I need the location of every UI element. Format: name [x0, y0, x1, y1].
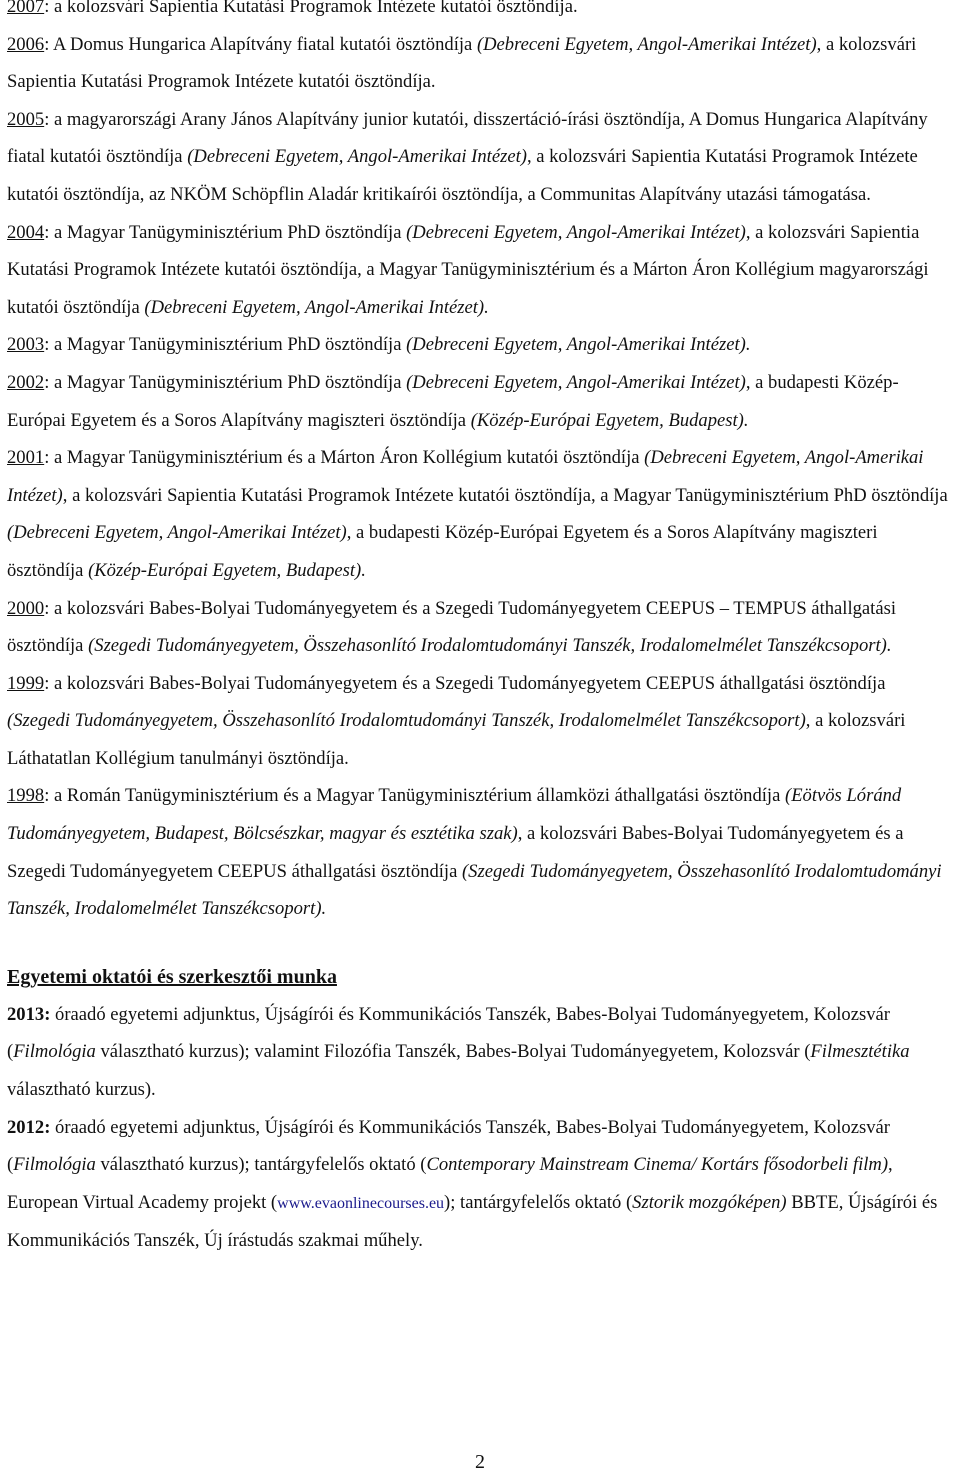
- entry-text: , a kolozsvári Sapientia Kutatási Programok Intézete kutatói ösztöndíja.: [7, 33, 917, 93]
- entry-italic-text: (Szegedi Tudományegyetem, Összehasonlító Irodalomtudományi Tanszék, Irodalomelmélet Tanszékcsoport).: [88, 635, 892, 657]
- entry-year: 2004: [7, 221, 45, 243]
- entry-italic-text: (Debreceni Egyetem, Angol-Amerikai Intézet): [187, 146, 527, 168]
- entry-text: a kolozsvári Babes-Bolyai Tudományegyetem és a Szegedi Tudományegyetem CEEPUS – TEMPUS áthallgatási ösztöndíja: [7, 597, 896, 657]
- course-link[interactable]: www.evaonlinecourses.eu: [277, 1194, 445, 1212]
- entry-text: a kolozsvári Babes-Bolyai Tudományegyetem és a Szegedi Tudományegyetem CEEPUS áthallgatási ösztöndíja: [54, 672, 886, 694]
- grant-entry: 2001: a Magyar Tanügyminisztérium és a Márton Áron Kollégium kutatói ösztöndíja (Debreceni Egyetem, Angol-Amerikai Intézet), a kolozsvári Sapientia Kutatási Programok Intézete kutatói ösztöndíja, a Magyar Tanügyminisztérium PhD ösztöndíja (Debreceni Egyetem, Angol-Amerikai Intézet), a budapesti Közép-Európai Egyetem és a Soros Alapítvány magiszteri ösztöndíja (Közép-Európai Egyetem, Budapest).: [7, 447, 948, 581]
- grant-entry: 1998: a Román Tanügyminisztérium és a Magyar Tanügyminisztérium államközi áthallgatási ösztöndíja (Eötvös Lóránd Tudományegyetem, Budapest, Bölcsészkar, magyar és esztétika szak), a kolozsvári Babes-Bolyai Tudományegyetem és a Szegedi Tudományegyetem CEEPUS áthallgatási ösztöndíja (Szegedi Tudományegyetem, Összehasonlító Irodalomtudományi Tanszék, Irodalomelmélet Tanszékcsoport).: [7, 785, 942, 920]
- grant-entry: 2004: a Magyar Tanügyminisztérium PhD ösztöndíja (Debreceni Egyetem, Angol-Amerikai Intézet), a kolozsvári Sapientia Kutatási Programok Intézete kutatói ösztöndíja, a Magyar Tanügyminisztérium és a Márton Áron Kollégium magyarországi kutatói ösztöndíja (Debreceni Egyetem, Angol-Amerikai Intézet).: [7, 221, 929, 318]
- entry-year: 1999: [7, 672, 45, 694]
- grant-entry: 2000: a kolozsvári Babes-Bolyai Tudományegyetem és a Szegedi Tudományegyetem CEEPUS – TEMPUS áthallgatási ösztöndíja (Szegedi Tudományegyetem, Összehasonlító Irodalomtudományi Tanszék, Irodalomelmélet Tanszékcsoport).: [7, 597, 896, 657]
- grant-entry: 2005: a magyarországi Arany János Alapítvány junior kutatói, disszertáció-írási ösztöndíja, A Domus Hungarica Alapítvány fiatal kutatói ösztöndíja (Debreceni Egyetem, Angol-Amerikai Intézet), a kolozsvári Sapientia Kutatási Programok Intézete kutatói ösztöndíja, az NKÖM Schöpflin Aladár kritikaírói ösztöndíja, a Communitas Alapítvány utazási támogatása.: [7, 108, 928, 205]
- entry-italic-text: (Debreceni Egyetem, Angol-Amerikai Intézet).: [144, 296, 489, 318]
- entry-italic-text: (Debreceni Egyetem, Angol-Amerikai Intézet): [476, 33, 817, 55]
- entry-text: , a kolozsvári Sapientia Kutatási Programok Intézete kutatói ösztöndíja, a Magyar Tanügyminisztérium PhD ösztöndíja: [62, 484, 948, 506]
- entry-year: 2003: [7, 334, 45, 356]
- entry-text: választható kurzus); valamint Filozófia Tanszék, Babes-Bolyai Tudományegyetem, Kolozsvár (: [95, 1041, 811, 1063]
- entry-italic-text: Sztorik mozgóképen): [632, 1191, 787, 1213]
- entry-text: óraadó egyetemi adjunktus, Újságírói és Kommunikációs Tanszék, Babes-Bolyai Tudományegyetem, Kolozsvár (: [7, 1116, 890, 1176]
- entry-italic-text: (Debreceni Egyetem, Angol-Amerikai Intézet): [7, 522, 347, 544]
- entry-text: A Domus Hungarica Alapítvány fiatal kutatói ösztöndíja: [52, 33, 477, 55]
- entry-text: BBTE, Újságírói és Kommunikációs Tanszék, Új írástudás szakmai műhely.: [7, 1191, 938, 1252]
- entry-text: választható kurzus); tantárgyfelelős oktató (: [95, 1154, 427, 1176]
- entry-italic-text: (Eötvös Lóránd Tudományegyetem, Budapest, Bölcsészkar, magyar és esztétika szak): [7, 785, 902, 845]
- entry-year: 2013:: [7, 1003, 51, 1025]
- entry-italic-text: Contemporary Mainstream Cinema/ Kortárs fősodorbeli film): [426, 1154, 889, 1176]
- entry-text: a Román Tanügyminisztérium és a Magyar Tanügyminisztérium államközi áthallgatási ösztöndíja: [54, 785, 785, 807]
- entry-text: , a kolozsvári Sapientia Kutatási Programok Intézete kutatói ösztöndíja, a Magyar Tanügyminisztérium és a Márton Áron Kollégium magyarországi kutatói ösztöndíja: [7, 221, 929, 318]
- entry-text: , a kolozsvári Láthatatlan Kollégium tanulmányi ösztöndíja.: [7, 710, 906, 769]
- entry-year: 2001: [7, 447, 45, 469]
- entry-italic-text: Filmesztétika: [810, 1041, 910, 1063]
- entry-text: ); tantárgyfelelős oktató (: [444, 1191, 633, 1213]
- entry-text: választható kurzus).: [7, 1079, 156, 1101]
- grant-entry: 1999: a kolozsvári Babes-Bolyai Tudományegyetem és a Szegedi Tudományegyetem CEEPUS áthallgatási ösztöndíja (Szegedi Tudományegyetem, Összehasonlító Irodalomtudományi Tanszék, Irodalomelmélet Tanszékcsoport), a kolozsvári Láthatatlan Kollégium tanulmányi ösztöndíja.: [7, 672, 906, 769]
- section-title: Egyetemi oktatói és szerkesztői munka: [7, 965, 337, 988]
- entry-year: 2007: [7, 0, 45, 17]
- grants-list: [7, 0, 953, 928]
- entry-year: 2012:: [7, 1116, 51, 1138]
- grant-entry: 2002: a Magyar Tanügyminisztérium PhD ösztöndíja (Debreceni Egyetem, Angol-Amerikai Intézet), a budapesti Közép-Európai Egyetem és a Soros Alapítvány magiszteri ösztöndíja (Közép-Európai Egyetem, Budapest).: [7, 371, 899, 431]
- entry-italic-text: (Debreceni Egyetem, Angol-Amerikai Intézet).: [406, 334, 751, 356]
- entry-year: 2006: [7, 33, 45, 55]
- entry-italic-text: (Debreceni Egyetem, Angol-Amerikai Intézet): [7, 447, 924, 506]
- teaching-entry: [7, 1109, 953, 1260]
- entry-italic-text: (Szegedi Tudományegyetem, Összehasonlító Irodalomtudományi Tanszék, Irodalomelmélet Tanszékcsoport): [7, 710, 806, 732]
- entry-text: , European Virtual Academy projekt (: [7, 1154, 893, 1213]
- page-number: 2: [475, 1451, 485, 1473]
- entry-italic-text: (Debreceni Egyetem, Angol-Amerikai Intézet): [406, 371, 746, 393]
- entry-year: 2005: [7, 108, 45, 130]
- entry-text: a Magyar Tanügyminisztérium PhD ösztöndíja: [54, 334, 407, 356]
- entry-italic-text: (Közép-Európai Egyetem, Budapest).: [88, 559, 366, 581]
- entry-text: , a budapesti Közép-Európai Egyetem és a Soros Alapítvány magiszteri ösztöndíja: [7, 371, 899, 431]
- entry-text: a Magyar Tanügyminisztérium PhD ösztöndíja: [54, 371, 407, 393]
- grant-entry: 2007: a kolozsvári Sapientia Kutatási Programok Intézete kutatói ösztöndíja.: [7, 0, 953, 26]
- grant-entry: 2003: a Magyar Tanügyminisztérium PhD ösztöndíja (Debreceni Egyetem, Angol-Amerikai Intézet).: [7, 334, 751, 356]
- entry-italic-text: Filmológia: [13, 1154, 96, 1176]
- grant-entry: 2006: A Domus Hungarica Alapítvány fiatal kutatói ösztöndíja (Debreceni Egyetem, Angol-Amerikai Intézet), a kolozsvári Sapientia Kutatási Programok Intézete kutatói ösztöndíja.: [7, 33, 917, 93]
- entry-year: 1998: [7, 785, 45, 807]
- entry-year: 2002: [7, 371, 45, 393]
- entry-text: óraadó egyetemi adjunktus, Újságírói és Kommunikációs Tanszék, Babes-Bolyai Tudományegyetem, Kolozsvár (: [7, 1003, 890, 1063]
- entry-text: a Magyar Tanügyminisztérium és a Márton Áron Kollégium kutatói ösztöndíja: [54, 447, 645, 469]
- entry-italic-text: (Szegedi Tudományegyetem, Összehasonlító Irodalomtudományi Tanszék, Irodalomelmélet Tanszékcsoport).: [7, 860, 942, 920]
- teaching-entry: [7, 996, 953, 1109]
- entry-text: , a kolozsvári Babes-Bolyai Tudományegyetem és a Szegedi Tudományegyetem CEEPUS áthallgatási ösztöndíja: [7, 823, 904, 882]
- document-page: [7, 0, 953, 1260]
- entry-text: a magyarországi Arany János Alapítvány junior kutatói, disszertáció-írási ösztöndíja, A Domus Hungarica Alapítvány fiatal kutatói ösztöndíja: [7, 108, 928, 168]
- entry-year: 2000: [7, 597, 45, 619]
- entry-text: a Magyar Tanügyminisztérium PhD ösztöndíja: [54, 221, 407, 243]
- teaching-list: [7, 996, 953, 1260]
- entry-text: , a kolozsvári Sapientia Kutatási Programok Intézete kutatói ösztöndíja, az NKÖM Schöpflin Aladár kritikaírói ösztöndíja, a Communitas Alapítvány utazási támogatása.: [7, 146, 918, 205]
- entry-italic-text: Filmológia: [13, 1041, 96, 1063]
- entry-text: a kolozsvári Sapientia Kutatási Programok Intézete kutatói ösztöndíja.: [54, 0, 578, 17]
- entry-italic-text: (Debreceni Egyetem, Angol-Amerikai Intézet): [406, 221, 746, 243]
- entry-text: , a budapesti Közép-Európai Egyetem és a Soros Alapítvány magiszteri ösztöndíja: [7, 522, 878, 581]
- entry-italic-text: (Közép-Európai Egyetem, Budapest).: [470, 409, 749, 431]
